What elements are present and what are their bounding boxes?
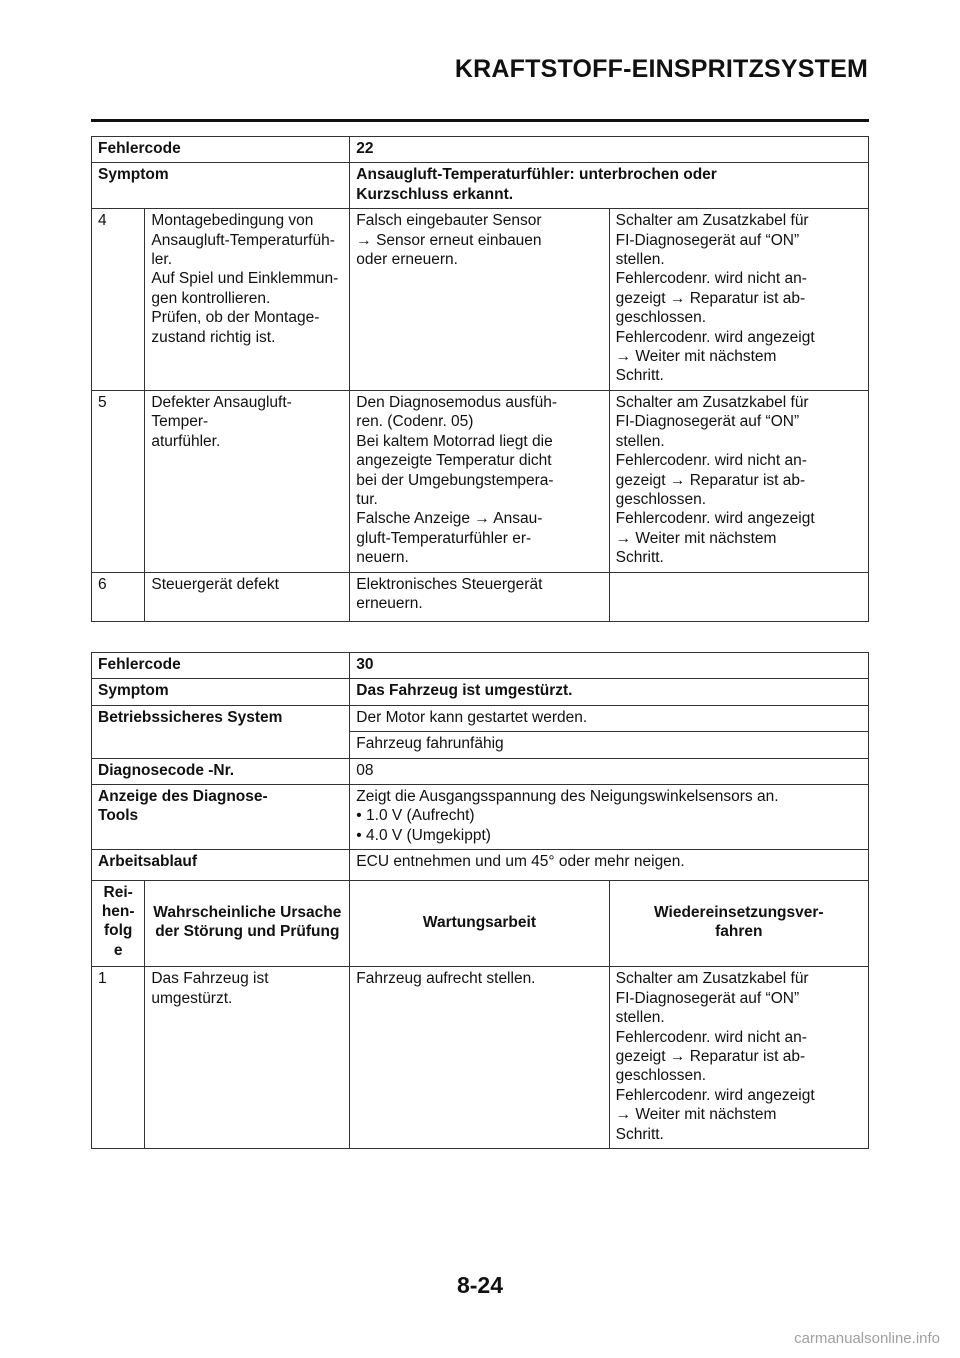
symptom-row bbox=[92, 679, 869, 705]
text-line: Schalter am Zusatzkabel für bbox=[615, 393, 809, 411]
text-line: e bbox=[113, 941, 123, 959]
error-table-22 bbox=[91, 136, 869, 622]
text-line: tur. bbox=[356, 490, 378, 508]
procedure-value: ECU entnehmen und um 45° oder mehr neigen. bbox=[350, 850, 869, 880]
action-cell bbox=[350, 572, 609, 622]
text-line: Schalter am Zusatzkabel für bbox=[615, 212, 809, 230]
tool-display-value bbox=[350, 785, 869, 850]
col-header-step bbox=[92, 880, 145, 967]
code-value: 30 bbox=[350, 653, 869, 679]
text-line: gezeigt → Reparatur ist ab- bbox=[615, 289, 806, 307]
step-number: 1 bbox=[92, 967, 145, 1149]
recovery-cell bbox=[609, 572, 868, 622]
text-line: neuern. bbox=[356, 549, 409, 567]
symptom-value: Das Fahrzeug ist umgestürzt. bbox=[350, 679, 869, 705]
symptom-value bbox=[350, 163, 869, 209]
recovery-cell bbox=[609, 967, 868, 1149]
text-line: Den Diagnosemodus ausfüh- bbox=[356, 393, 558, 411]
text-line: FI-Diagnosegerät auf “ON” bbox=[615, 413, 800, 431]
table-row bbox=[92, 967, 869, 1149]
text-line: Defekter Ansaugluft-Temper- bbox=[151, 393, 292, 431]
text-line: stellen. bbox=[615, 1009, 665, 1027]
table-row bbox=[92, 390, 869, 572]
text-line: gezeigt → Reparatur ist ab- bbox=[615, 1047, 806, 1065]
text-line: → Weiter mit nächstem bbox=[615, 348, 777, 366]
text-line: gen kontrollieren. bbox=[151, 289, 271, 307]
failsafe-label: Betriebssicheres System bbox=[92, 705, 350, 758]
text-line: Tools bbox=[98, 807, 139, 825]
diag-code-row bbox=[92, 758, 869, 784]
diag-code-value: 08 bbox=[350, 758, 869, 784]
text-line: geschlossen. bbox=[615, 490, 707, 508]
table-row bbox=[92, 572, 869, 622]
error-table-30 bbox=[91, 652, 869, 1149]
text-line: folg bbox=[103, 922, 133, 940]
text-line: Anzeige des Diagnose- bbox=[98, 788, 268, 806]
text-line: geschlossen. bbox=[615, 1067, 707, 1085]
action-cell bbox=[350, 390, 609, 572]
cause-cell bbox=[145, 390, 350, 572]
text-line: • 1.0 V (Aufrecht) bbox=[356, 807, 475, 825]
text-line: der Störung und Prüfung bbox=[155, 923, 340, 941]
text-line: aturfühler. bbox=[151, 432, 221, 450]
text-line: hen- bbox=[101, 903, 135, 921]
text-line: Fehlercodenr. wird nicht an- bbox=[615, 452, 807, 470]
cause-cell bbox=[145, 967, 350, 1149]
text-line: Fehlercodenr. wird nicht an- bbox=[615, 1028, 807, 1046]
text-line: geschlossen. bbox=[615, 309, 707, 327]
text-line: FI-Diagnosegerät auf “ON” bbox=[615, 231, 800, 249]
diag-code-label: Diagnosecode -Nr. bbox=[92, 758, 350, 784]
text-line: Fehlercodenr. wird angezeigt bbox=[615, 1086, 815, 1104]
column-header-row bbox=[92, 880, 869, 967]
text-line: bei der Umgebungstempera- bbox=[356, 471, 554, 489]
text-line: Wiedereinsetzungsver- bbox=[654, 904, 824, 922]
text-line: Fahrzeug aufrecht stellen. bbox=[356, 970, 536, 988]
tool-display-label bbox=[92, 785, 350, 850]
text-line: fahren bbox=[715, 923, 763, 941]
text-line: gezeigt → Reparatur ist ab- bbox=[615, 471, 806, 489]
text-line: erneuern. bbox=[356, 594, 423, 612]
text-line: zustand richtig ist. bbox=[151, 328, 276, 346]
action-cell bbox=[350, 209, 609, 391]
text-line: Schritt. bbox=[615, 367, 664, 385]
text-line: Ansaugluft-Temperaturfüh- bbox=[151, 231, 335, 249]
code-row bbox=[92, 137, 869, 163]
col-header-action bbox=[350, 880, 609, 967]
text-line: ren. (Codenr. 05) bbox=[356, 413, 474, 431]
text-line: Bei kaltem Motorrad liegt die bbox=[356, 432, 553, 450]
symptom-label: Symptom bbox=[92, 163, 350, 209]
text-line: ler. bbox=[151, 251, 173, 269]
text-line: Schritt. bbox=[615, 549, 664, 567]
text-line: • 4.0 V (Umgekippt) bbox=[356, 826, 491, 844]
code-row bbox=[92, 653, 869, 679]
text-line: Wahrscheinliche Ursache bbox=[153, 904, 342, 922]
text-line: Steuergerät defekt bbox=[151, 575, 279, 593]
failsafe-value: Fahrzeug fahrunfähig bbox=[350, 732, 869, 758]
text-line: Das Fahrzeug ist umgestürzt. bbox=[151, 970, 269, 1007]
text-line: Prüfen, ob der Montage- bbox=[151, 309, 320, 327]
text-line: angezeigte Temperatur dicht bbox=[356, 452, 552, 470]
step-number: 4 bbox=[92, 209, 145, 391]
text-line: Schritt. bbox=[615, 1125, 664, 1143]
text-line: Elektronisches Steuergerät bbox=[356, 575, 543, 593]
text-line: Zeigt die Ausgangsspannung des Neigungswinkelsensors an. bbox=[356, 788, 779, 806]
page-title: KRAFTSTOFF-EINSPRITZSYSTEM bbox=[454, 55, 868, 83]
text-line: stellen. bbox=[615, 432, 665, 450]
text-line: stellen. bbox=[615, 251, 665, 269]
procedure-label: Arbeitsablauf bbox=[92, 850, 350, 880]
failsafe-value: Der Motor kann gestartet werden. bbox=[350, 705, 869, 731]
action-cell bbox=[350, 967, 609, 1149]
text-line: Wartungsarbeit bbox=[422, 913, 536, 931]
text-line: Rei- bbox=[103, 883, 133, 901]
code-label: Fehlercode bbox=[92, 137, 350, 163]
tool-display-row bbox=[92, 785, 869, 850]
text-line: oder erneuern. bbox=[356, 251, 458, 269]
text-line: Auf Spiel und Einklemmun- bbox=[151, 270, 339, 288]
step-number: 6 bbox=[92, 572, 145, 622]
cause-cell bbox=[145, 572, 350, 622]
cause-cell bbox=[145, 209, 350, 391]
text-line: Falsche Anzeige → Ansau- bbox=[356, 510, 543, 528]
text-line: Montagebedingung von bbox=[151, 212, 314, 230]
watermark: carmanualsonline.info bbox=[794, 1330, 940, 1347]
text-line: Ansaugluft-Temperaturfühler: unterbrochen oder bbox=[356, 166, 717, 184]
symptom-label: Symptom bbox=[92, 679, 350, 705]
failsafe-row bbox=[92, 705, 869, 731]
text-line: FI-Diagnosegerät auf “ON” bbox=[615, 989, 800, 1007]
col-header-cause bbox=[145, 880, 350, 967]
text-line: → Weiter mit nächstem bbox=[615, 529, 777, 547]
text-line: → Sensor erneut einbauen bbox=[356, 231, 542, 249]
text-line: Fehlercodenr. wird angezeigt bbox=[615, 328, 815, 346]
text-line: Fehlercodenr. wird angezeigt bbox=[615, 510, 815, 528]
text-line: Kurzschluss erkannt. bbox=[356, 185, 514, 203]
code-label: Fehlercode bbox=[92, 653, 350, 679]
text-line: → Weiter mit nächstem bbox=[615, 1106, 777, 1124]
step-number: 5 bbox=[92, 390, 145, 572]
recovery-cell bbox=[609, 209, 868, 391]
title-divider bbox=[91, 119, 869, 122]
table-row bbox=[92, 209, 869, 391]
col-header-recovery bbox=[609, 880, 868, 967]
page-number: 8-24 bbox=[456, 1272, 504, 1298]
text-line: Schalter am Zusatzkabel für bbox=[615, 970, 809, 988]
text-line: Falsch eingebauter Sensor bbox=[356, 212, 542, 230]
text-line: gluft-Temperaturfühler er- bbox=[356, 529, 532, 547]
symptom-row bbox=[92, 163, 869, 209]
text-line: Fehlercodenr. wird nicht an- bbox=[615, 270, 807, 288]
recovery-cell bbox=[609, 390, 868, 572]
procedure-row bbox=[92, 850, 869, 880]
code-value: 22 bbox=[350, 137, 869, 163]
